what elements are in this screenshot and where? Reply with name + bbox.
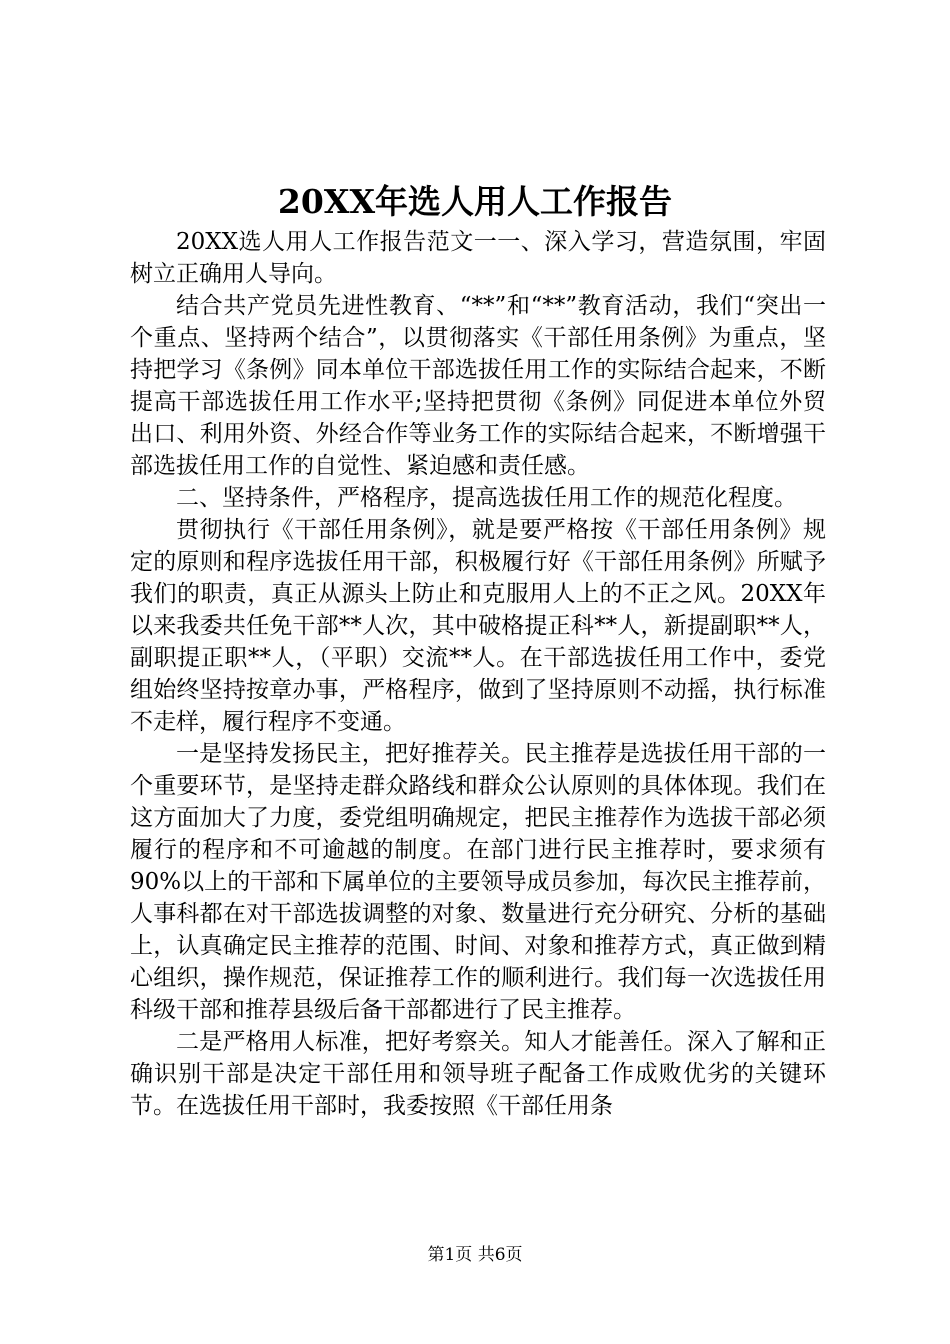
- paragraph-2: 结合共产党员先进性教育、“**”和“**”教育活动，我们“突出一个重点、坚持两个结合”，以贯彻落实《干部任用条例》为重点，坚持把学习《条例》同本单位干部选拔任用工作的实际结合起来，不断提高干部选拔任用工作水平;坚持把贯彻《条例》同促进本单位外贸出口、利用外资、外经合作等业务工作的实际结合起来，不断增强干部选拔任用工作的自觉性、紧迫感和责任感。: [130, 293, 826, 479]
- paragraph-5: 一是坚持发扬民主，把好推荐关。民主推荐是选拔任用干部的一个重要环节，是坚持走群众路线和群众公认原则的具体体现。我们在这方面加大了力度，委党组明确规定，把民主推荐作为选拔干部必须履行的程序和不可逾越的制度。在部门进行民主推荐时，要求须有90%以上的干部和下属单位的主要领导成员参加，每次民主推荐前，人事科都在对干部选拔调整的对象、数量进行充分研究、分析的基础上，认真确定民主推荐的范围、时间、对象和推荐方式，真正做到精心组织，操作规范，保证推荐工作的顺利进行。我们每一次选拔任用科级干部和推荐县级后备干部都进行了民主推荐。: [130, 741, 826, 1023]
- page-footer: 第1页 共6页: [427, 1245, 523, 1265]
- paragraph-4: 贯彻执行《干部任用条例》，就是要严格按《干部任用条例》规定的原则和程序选拔任用干部，积极履行好《干部任用条例》所赋予我们的职责，真正从源头上防止和克服用人上的不正之风。20XX年以来我委共任免干部**人次，其中破格提正科**人，新提副职**人，副职提正职**人，（平职）交流**人。在干部选拔任用工作中，委党组始终坚持按章办事，严格程序，做到了坚持原则不动摇，执行标准不走样，履行程序不变通。: [130, 517, 826, 735]
- document-body: [130, 226, 826, 1122]
- paragraph-6: 二是严格用人标准，把好考察关。知人才能善任。深入了解和正确识别干部是决定干部任用和领导班子配备工作成败优劣的关键环节。在选拔任用干部时，我委按照《干部任用条: [130, 1029, 826, 1119]
- paragraph-3: 二、坚持条件，严格程序，提高选拔任用工作的规范化程度。: [176, 485, 797, 511]
- paragraph-1: 20XX选人用人工作报告范文一一、深入学习，营造氛围，牢固树立正确用人导向。: [130, 229, 826, 287]
- document-title: 20XX年选人用人工作报告: [277, 182, 673, 221]
